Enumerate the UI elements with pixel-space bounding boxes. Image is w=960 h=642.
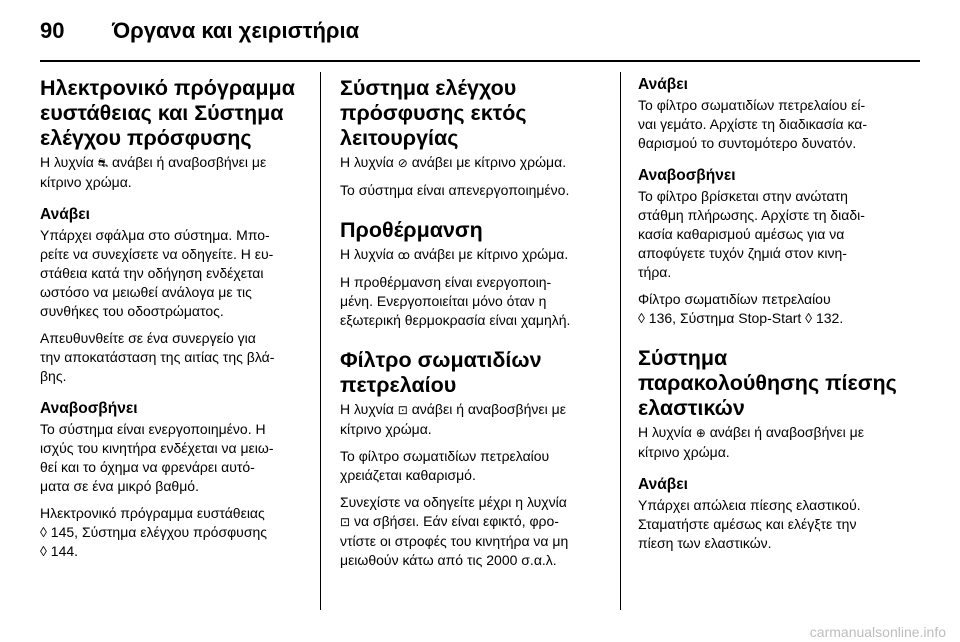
text: Η λυχνία xyxy=(340,246,398,262)
section-heading-preheating: Προθέρμανση xyxy=(340,218,483,242)
text: Η λυχνία xyxy=(340,401,398,417)
section-heading-tcs-off: Σύστημα ελέγχου πρόσφυσης εκτός λειτουργίας xyxy=(340,76,527,150)
page-title: Όργανα και χειριστήρια xyxy=(112,18,360,43)
subheading-lights-up: Ανάβει xyxy=(638,476,688,493)
particle-filter-icon: ⊡ xyxy=(397,403,408,417)
skid-car-icon: ⛐ xyxy=(97,156,109,170)
subheading-lights-up: Ανάβει xyxy=(40,206,90,223)
glow-plug-icon: ꝏ xyxy=(397,248,410,262)
section-heading-esp-tcs: Ηλεκτρονικό πρόγραμμα ευστάθειας και Σύστημα ελέγχου πρόσφυσης xyxy=(40,76,295,150)
subheading-flashes: Αναβοσβήνει xyxy=(638,167,736,184)
text: Η λυχνία xyxy=(638,424,696,440)
paragraph: Απευθυνθείτε σε ένα συνεργείο για την αποκατάσταση της αιτίας της βλά- βης. xyxy=(40,330,275,384)
paragraph xyxy=(340,153,605,173)
tcs-off-icon: ⊘ xyxy=(397,156,408,170)
paragraph: Το φίλτρο σωματιδίων πετρελαίου εί- ναι γεμάτο. Αρχίστε τη διαδικασία κα- θαρισμού το συντομότερο δυνατόν. xyxy=(638,97,868,151)
paragraph xyxy=(40,153,305,192)
text: ανάβει με κίτρινο χρώμα. xyxy=(407,154,567,170)
page-header xyxy=(40,18,920,58)
paragraph: Το σύστημα είναι απενεργοποιημένο. xyxy=(340,182,570,198)
particle-filter-icon: ⊡ xyxy=(340,515,351,529)
text: Η λυχνία xyxy=(340,154,398,170)
paragraph: Η προθέρμανση είναι ενεργοποιη- μένη. Ενεργοποιείται μόνο όταν η εξωτερική θερμοκρασία είναι χαμηλή. xyxy=(340,274,571,328)
text: ανάβει με κίτρινο χρώμα. xyxy=(410,246,569,262)
paragraph: Το φίλτρο σωματιδίων πετρελαίου χρειάζεται καθαρισμό. xyxy=(340,448,550,483)
text: ανάβει ή αναβοσβήνει με κίτρινο χρώμα. xyxy=(638,424,864,460)
column-divider xyxy=(320,72,321,610)
page-number: 90 xyxy=(40,18,65,43)
paragraph xyxy=(340,245,605,265)
paragraph: Το φίλτρο βρίσκεται στην ανώτατη στάθμη πλήρωσης. Αρχίστε τη διαδι- κασία καθαρισμού αμέσως για να αποφύγετε τυχόν ζημιά στον κινη- τήρα. xyxy=(638,188,865,280)
column-middle xyxy=(340,76,605,578)
column-right xyxy=(638,76,908,561)
subheading-flashes: Αναβοσβήνει xyxy=(40,400,138,417)
paragraph: Υπάρχει απώλεια πίεσης ελαστικού. Σταματήστε αμέσως και ελέγξτε την πίεση των ελαστικών. xyxy=(638,497,861,551)
text: Συνεχίστε να οδηγείτε μέχρι η λυχνία xyxy=(340,494,567,510)
paragraph xyxy=(638,423,908,462)
cross-reference: Φίλτρο σωματιδίων πετρελαίου ◊ 136, Σύστημα Stop-Start ◊ 132. xyxy=(638,291,844,326)
paragraph: Υπάρχει σφάλμα στο σύστημα. Μπο- ρείτε να συνεχίσετε να οδηγείτε. Η ευ- στάθεια κατά την οδήγηση ενδέχεται ωστόσο να μειωθεί ανάλογα με τις συνθήκες του οδοστρώματος. xyxy=(40,227,274,319)
section-heading-diesel-particle-filter: Φίλτρο σωματιδίων πετρελαίου xyxy=(340,348,542,397)
column-divider xyxy=(620,72,621,610)
paragraph xyxy=(340,493,605,570)
watermark: carmanualsonline.info xyxy=(809,624,946,640)
section-heading-tire-pressure: Σύστημα παρακολούθησης πίεσης ελαστικών xyxy=(638,346,897,420)
text: να σβήσει. Εάν είναι εφικτό, φρο- ντίστε οι στροφές του κινητήρα να μη μειωθούν κάτω από τις 2000 σ.α.λ. xyxy=(340,513,569,568)
tire-pressure-icon: ⊕ xyxy=(695,426,706,440)
text: ανάβει ή αναβοσβήνει με κίτρινο χρώμα. xyxy=(40,154,267,190)
header-divider xyxy=(40,60,920,62)
text: ανάβει ή αναβοσβήνει με κίτρινο χρώμα. xyxy=(340,401,566,437)
text: Η λυχνία xyxy=(40,154,98,170)
subheading-lights-up: Ανάβει xyxy=(638,76,688,93)
column-left xyxy=(40,76,305,569)
cross-reference: Ηλεκτρονικό πρόγραμμα ευστάθειας ◊ 145, Σύστημα ελέγχου πρόσφυσης ◊ 144. xyxy=(40,505,268,559)
paragraph xyxy=(340,400,605,439)
paragraph: Το σύστημα είναι ενεργοποιημένο. Η ισχύς του κινητήρα ενδέχεται να μειω- θεί και το όχημα να φρενάρει αυτό- ματα σε ένα μικρό βαθμό. xyxy=(40,421,274,494)
